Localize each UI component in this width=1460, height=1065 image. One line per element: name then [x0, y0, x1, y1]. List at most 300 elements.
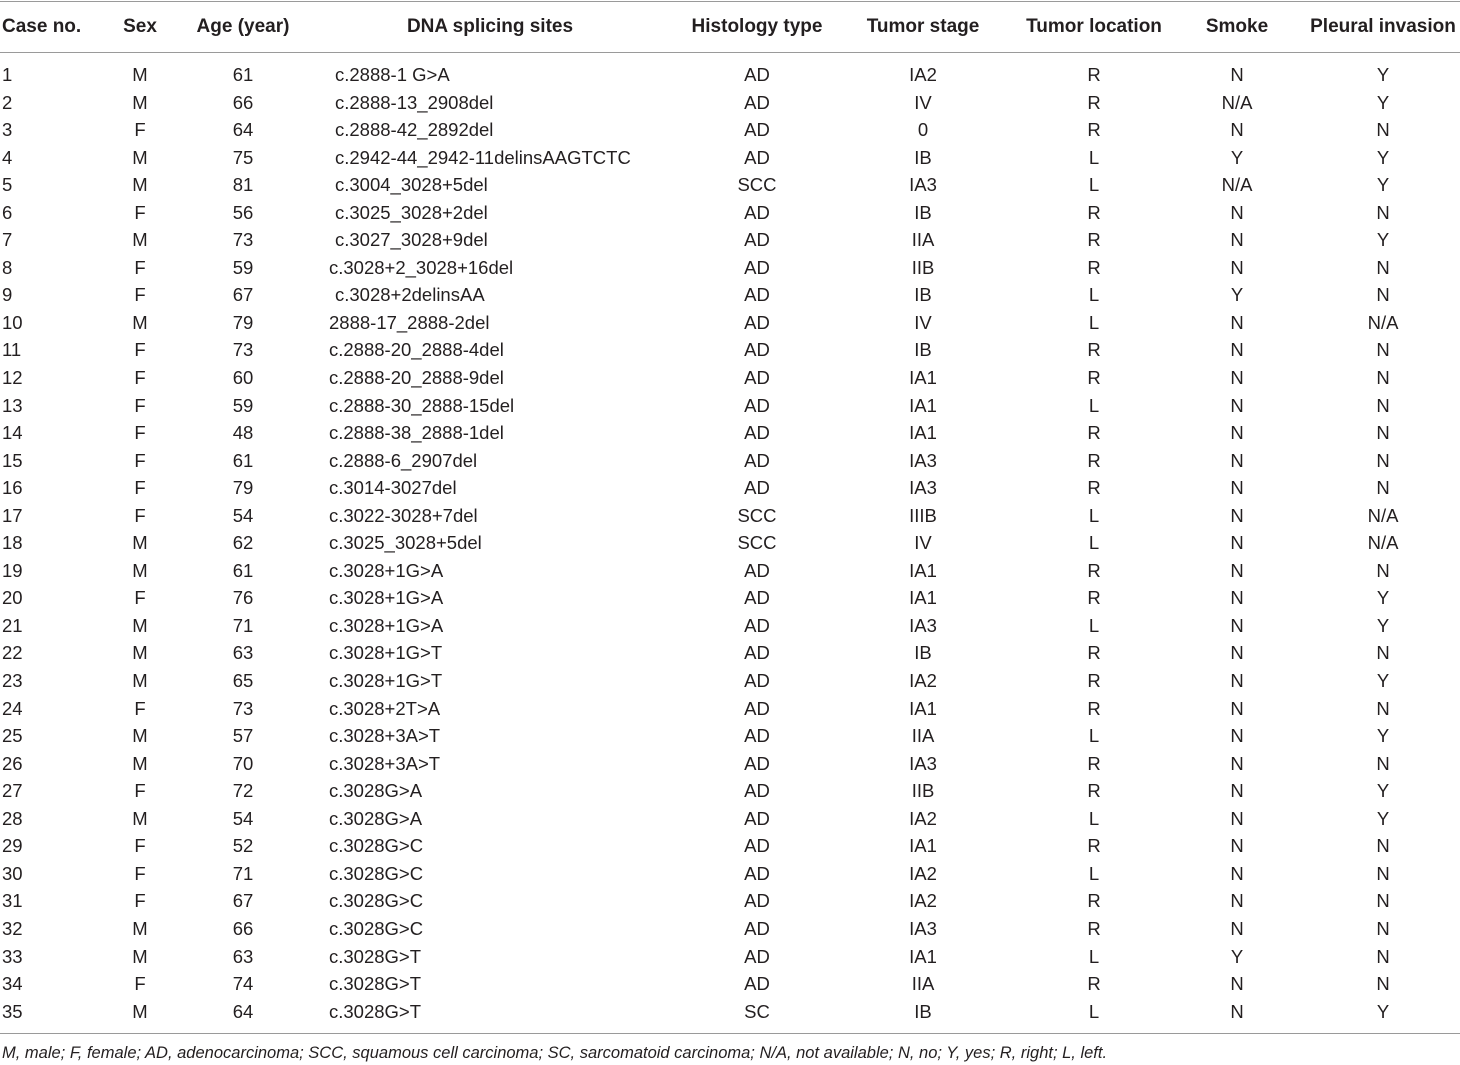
- cell-smoke: N: [1230, 890, 1244, 912]
- cell-pleural-invasion: Y: [1376, 725, 1390, 747]
- cell-case-no: 19: [2, 559, 23, 581]
- cell-sex: M: [132, 91, 148, 113]
- cell-case-no: 30: [2, 862, 23, 884]
- cell-histology-type: AD: [744, 311, 770, 333]
- cell-smoke: N: [1230, 780, 1244, 802]
- cell-pleural-invasion: N: [1376, 339, 1390, 361]
- cell-dna-splicing-site: c.2888-20_2888-9del: [329, 367, 504, 389]
- cell-sex: M: [132, 64, 148, 85]
- cell-pleural-invasion: N: [1376, 477, 1390, 499]
- cell-smoke: Y: [1230, 284, 1244, 306]
- table-header-rule: [0, 52, 1460, 53]
- cell-case-no: 11: [2, 339, 22, 361]
- cell-case-no: 31: [2, 890, 23, 912]
- cell-histology-type: SCC: [737, 532, 777, 554]
- cell-smoke: N: [1230, 835, 1244, 857]
- cell-dna-splicing-site: 2888-17_2888-2del: [329, 311, 490, 333]
- cell-histology-type: AD: [744, 697, 770, 719]
- cell-age: 73: [232, 229, 254, 251]
- cell-sex: F: [134, 835, 146, 857]
- cell-histology-type: AD: [744, 256, 770, 278]
- cell-tumor-location: R: [1087, 339, 1101, 361]
- cell-smoke: N: [1230, 64, 1244, 85]
- cell-age: 71: [232, 614, 254, 636]
- cell-sex: F: [134, 587, 146, 609]
- cell-pleural-invasion: Y: [1376, 91, 1390, 113]
- cell-tumor-location: L: [1088, 504, 1100, 526]
- table-row: [0, 364, 1460, 392]
- cell-sex: F: [134, 339, 146, 361]
- cell-smoke: N: [1230, 504, 1244, 526]
- cell-age: 79: [232, 311, 254, 333]
- cell-pleural-invasion: N: [1376, 119, 1390, 141]
- cell-tumor-location: R: [1087, 559, 1101, 581]
- cell-histology-type: AD: [744, 780, 770, 802]
- table-row: [0, 887, 1460, 915]
- cell-smoke: N: [1230, 614, 1244, 636]
- cell-histology-type: AD: [744, 394, 770, 416]
- cell-tumor-stage: IB: [914, 339, 932, 361]
- cell-tumor-location: L: [1088, 725, 1100, 747]
- cell-dna-splicing-site: c.3028+2delinsAA: [335, 284, 485, 306]
- cell-smoke: N: [1230, 725, 1244, 747]
- cell-pleural-invasion: N: [1376, 752, 1390, 774]
- cell-histology-type: AD: [744, 477, 770, 499]
- cell-tumor-stage: IA2: [909, 807, 937, 829]
- table-bottom-rule: [0, 1033, 1460, 1034]
- cell-tumor-stage: IB: [914, 284, 932, 306]
- cell-age: 54: [232, 504, 254, 526]
- cell-histology-type: AD: [744, 614, 770, 636]
- cell-histology-type: AD: [744, 422, 770, 444]
- cell-age: 73: [232, 697, 254, 719]
- cell-tumor-location: R: [1087, 780, 1101, 802]
- cell-age: 66: [232, 917, 254, 939]
- table-row: [0, 584, 1460, 612]
- header-smoke: Smoke: [1205, 16, 1269, 37]
- cell-tumor-stage: IA1: [909, 945, 937, 967]
- cell-pleural-invasion: N: [1376, 284, 1390, 306]
- cell-smoke: N/A: [1221, 174, 1253, 196]
- cell-sex: M: [132, 532, 148, 554]
- cell-tumor-location: R: [1087, 752, 1101, 774]
- cell-histology-type: AD: [744, 862, 770, 884]
- cell-age: 71: [232, 862, 254, 884]
- cell-smoke: N: [1230, 587, 1244, 609]
- cell-age: 48: [232, 422, 254, 444]
- cell-age: 76: [232, 587, 254, 609]
- cell-tumor-stage: IA3: [909, 174, 937, 196]
- cell-case-no: 28: [2, 807, 23, 829]
- cell-pleural-invasion: N: [1376, 973, 1390, 995]
- header-tumor-stage: Tumor stage: [866, 16, 980, 37]
- cell-pleural-invasion: N/A: [1367, 311, 1399, 333]
- cell-sex: M: [132, 614, 148, 636]
- cell-dna-splicing-site: c.2942-44_2942-11delinsAAGTCTC: [335, 146, 631, 168]
- cell-smoke: N: [1230, 670, 1244, 692]
- cell-tumor-stage: IIB: [911, 256, 935, 278]
- cell-tumor-location: L: [1088, 614, 1100, 636]
- cell-tumor-stage: IIA: [911, 229, 935, 251]
- cell-pleural-invasion: Y: [1376, 614, 1390, 636]
- cell-tumor-location: L: [1088, 146, 1100, 168]
- cell-sex: F: [134, 697, 146, 719]
- cell-pleural-invasion: N: [1376, 642, 1390, 664]
- cell-case-no: 22: [2, 642, 23, 664]
- cell-tumor-location: L: [1088, 394, 1100, 416]
- cell-tumor-stage: IB: [914, 146, 932, 168]
- cell-sex: F: [134, 394, 146, 416]
- cell-dna-splicing-site: c.3022-3028+7del: [329, 504, 478, 526]
- cell-sex: F: [134, 284, 146, 306]
- cell-age: 61: [232, 449, 254, 471]
- header-pleural-invasion: Pleural invasion: [1310, 16, 1456, 37]
- cell-tumor-location: R: [1087, 477, 1101, 499]
- header-age: Age (year): [196, 16, 290, 37]
- cell-tumor-stage: IA1: [909, 422, 937, 444]
- cell-histology-type: SCC: [737, 174, 777, 196]
- cell-tumor-location: L: [1088, 174, 1100, 196]
- cell-age: 61: [232, 559, 254, 581]
- table-row: [0, 777, 1460, 805]
- cell-pleural-invasion: Y: [1376, 587, 1390, 609]
- cell-age: 64: [232, 119, 254, 141]
- table-row: [0, 695, 1460, 723]
- cell-tumor-stage: IB: [914, 642, 932, 664]
- cell-tumor-location: R: [1087, 670, 1101, 692]
- cell-case-no: 7: [2, 229, 13, 251]
- cell-dna-splicing-site: c.3025_3028+2del: [335, 201, 488, 223]
- cell-tumor-stage: IA1: [909, 587, 937, 609]
- cell-tumor-location: R: [1087, 587, 1101, 609]
- cell-tumor-stage: IA1: [909, 697, 937, 719]
- cell-tumor-location: R: [1087, 367, 1101, 389]
- cell-smoke: N: [1230, 973, 1244, 995]
- cell-dna-splicing-site: c.3028+3A>T: [329, 752, 441, 774]
- cell-age: 59: [232, 394, 254, 416]
- table-row: [0, 474, 1460, 502]
- cell-tumor-stage: IA1: [909, 559, 937, 581]
- cell-sex: M: [132, 1000, 148, 1022]
- cell-case-no: 4: [2, 146, 13, 168]
- cell-tumor-location: R: [1087, 973, 1101, 995]
- cell-tumor-location: R: [1087, 229, 1101, 251]
- table-row: [0, 805, 1460, 833]
- cell-tumor-location: L: [1088, 284, 1100, 306]
- cell-pleural-invasion: N: [1376, 559, 1390, 581]
- table-body: [0, 61, 1460, 1025]
- cell-case-no: 27: [2, 780, 23, 802]
- cell-sex: F: [134, 504, 146, 526]
- cell-smoke: N: [1230, 642, 1244, 664]
- cell-case-no: 24: [2, 697, 23, 719]
- cell-tumor-stage: IB: [914, 1000, 932, 1022]
- cell-case-no: 6: [2, 201, 13, 223]
- cell-dna-splicing-site: c.3028+2T>A: [329, 697, 441, 719]
- cell-smoke: Y: [1230, 945, 1244, 967]
- cell-tumor-location: R: [1087, 119, 1101, 141]
- cell-pleural-invasion: N: [1376, 256, 1390, 278]
- cell-age: 63: [232, 642, 254, 664]
- cell-pleural-invasion: N: [1376, 394, 1390, 416]
- table-row: [0, 832, 1460, 860]
- cell-dna-splicing-site: c.2888-20_2888-4del: [329, 339, 504, 361]
- cell-age: 62: [232, 532, 254, 554]
- cell-tumor-stage: IA3: [909, 917, 937, 939]
- cell-case-no: 17: [2, 504, 23, 526]
- table-row: [0, 199, 1460, 227]
- table-row: [0, 722, 1460, 750]
- cell-case-no: 16: [2, 477, 23, 499]
- cell-sex: M: [132, 642, 148, 664]
- cell-sex: M: [132, 917, 148, 939]
- cell-pleural-invasion: N: [1376, 917, 1390, 939]
- table-row: [0, 392, 1460, 420]
- cell-histology-type: SC: [744, 1000, 770, 1022]
- table-row: [0, 116, 1460, 144]
- cell-dna-splicing-site: c.3028+1G>T: [329, 670, 443, 692]
- cell-pleural-invasion: N: [1376, 367, 1390, 389]
- table-row: [0, 226, 1460, 254]
- cell-age: 63: [232, 945, 254, 967]
- cell-sex: F: [134, 862, 146, 884]
- cell-case-no: 9: [2, 284, 13, 306]
- cell-pleural-invasion: N: [1376, 201, 1390, 223]
- cell-histology-type: AD: [744, 367, 770, 389]
- cell-histology-type: SCC: [737, 504, 777, 526]
- table-row: [0, 254, 1460, 282]
- cell-tumor-location: R: [1087, 642, 1101, 664]
- cell-tumor-stage: IA2: [909, 64, 937, 85]
- cell-pleural-invasion: Y: [1376, 229, 1390, 251]
- cell-tumor-location: L: [1088, 1000, 1100, 1022]
- cell-histology-type: AD: [744, 807, 770, 829]
- cell-sex: M: [132, 229, 148, 251]
- cell-dna-splicing-site: c.3028+1G>A: [329, 614, 444, 636]
- cell-tumor-stage: IA3: [909, 449, 937, 471]
- cell-dna-splicing-site: c.3025_3028+5del: [329, 532, 482, 554]
- table-header-row: [0, 14, 1460, 40]
- table-row: [0, 529, 1460, 557]
- cell-case-no: 34: [2, 973, 23, 995]
- cell-case-no: 25: [2, 725, 23, 747]
- cell-dna-splicing-site: c.2888-6_2907del: [329, 449, 478, 471]
- table-row: [0, 336, 1460, 364]
- cell-age: 73: [232, 339, 254, 361]
- cell-age: 67: [232, 890, 254, 912]
- cell-dna-splicing-site: c.3028G>A: [329, 780, 423, 802]
- cell-sex: M: [132, 670, 148, 692]
- table-row: [0, 89, 1460, 117]
- header-histology-type: Histology type: [691, 16, 823, 37]
- table-row: [0, 915, 1460, 943]
- cell-pleural-invasion: Y: [1376, 670, 1390, 692]
- cell-smoke: N: [1230, 339, 1244, 361]
- cell-tumor-location: L: [1088, 532, 1100, 554]
- cell-dna-splicing-site: c.3028G>T: [329, 973, 422, 995]
- cell-tumor-stage: IA1: [909, 394, 937, 416]
- cell-pleural-invasion: N: [1376, 422, 1390, 444]
- table-row: [0, 970, 1460, 998]
- cell-sex: M: [132, 752, 148, 774]
- cell-dna-splicing-site: c.3028+2_3028+16del: [329, 256, 514, 278]
- cell-pleural-invasion: Y: [1376, 146, 1390, 168]
- cell-age: 61: [232, 64, 254, 85]
- cell-sex: F: [134, 890, 146, 912]
- cell-histology-type: AD: [744, 91, 770, 113]
- cell-dna-splicing-site: c.3004_3028+5del: [335, 174, 488, 196]
- cell-age: 64: [232, 1000, 254, 1022]
- cell-smoke: N: [1230, 559, 1244, 581]
- cell-age: 67: [232, 284, 254, 306]
- cell-tumor-location: R: [1087, 64, 1101, 85]
- cell-pleural-invasion: Y: [1376, 780, 1390, 802]
- cell-tumor-location: R: [1087, 835, 1101, 857]
- table-row: [0, 612, 1460, 640]
- cell-pleural-invasion: N: [1376, 697, 1390, 719]
- cell-sex: F: [134, 780, 146, 802]
- cell-dna-splicing-site: c.3028+1G>T: [329, 642, 443, 664]
- cell-histology-type: AD: [744, 339, 770, 361]
- cell-smoke: Y: [1230, 146, 1244, 168]
- cell-age: 70: [232, 752, 254, 774]
- cell-sex: F: [134, 201, 146, 223]
- cell-age: 81: [232, 174, 254, 196]
- cell-dna-splicing-site: c.3028G>C: [329, 890, 424, 912]
- cell-tumor-stage: IV: [914, 91, 932, 113]
- cell-smoke: N/A: [1221, 91, 1253, 113]
- cell-tumor-stage: 0: [917, 119, 929, 141]
- cell-sex: M: [132, 559, 148, 581]
- cell-pleural-invasion: Y: [1376, 1000, 1390, 1022]
- cell-sex: F: [134, 367, 146, 389]
- cell-tumor-location: R: [1087, 697, 1101, 719]
- cell-dna-splicing-site: c.3027_3028+9del: [335, 229, 488, 251]
- cell-sex: F: [134, 449, 146, 471]
- cell-sex: M: [132, 174, 148, 196]
- table-row: [0, 998, 1460, 1026]
- cell-case-no: 26: [2, 752, 23, 774]
- cell-dna-splicing-site: c.3028+1G>A: [329, 587, 444, 609]
- cell-case-no: 3: [2, 119, 13, 141]
- cell-pleural-invasion: Y: [1376, 174, 1390, 196]
- cell-dna-splicing-site: c.2888-42_2892del: [335, 119, 494, 141]
- cell-smoke: N: [1230, 449, 1244, 471]
- cell-sex: M: [132, 807, 148, 829]
- cell-sex: M: [132, 945, 148, 967]
- cell-case-no: 12: [2, 367, 23, 389]
- cell-smoke: N: [1230, 201, 1244, 223]
- header-sex: Sex: [123, 16, 157, 37]
- cell-tumor-stage: IIIB: [909, 504, 937, 526]
- cell-histology-type: AD: [744, 752, 770, 774]
- cell-sex: F: [134, 256, 146, 278]
- table-row: [0, 667, 1460, 695]
- cell-histology-type: AD: [744, 725, 770, 747]
- cell-smoke: N: [1230, 477, 1244, 499]
- cell-tumor-stage: IA2: [909, 862, 937, 884]
- cell-case-no: 15: [2, 449, 23, 471]
- cell-smoke: N: [1230, 752, 1244, 774]
- cell-dna-splicing-site: c.2888-38_2888-1del: [329, 422, 504, 444]
- cell-tumor-stage: IV: [914, 532, 932, 554]
- cell-dna-splicing-site: c.3028+1G>A: [329, 559, 444, 581]
- table-row: [0, 281, 1460, 309]
- cell-histology-type: AD: [744, 890, 770, 912]
- cell-sex: F: [134, 119, 146, 141]
- cell-age: 66: [232, 91, 254, 113]
- cell-sex: F: [134, 477, 146, 499]
- cell-histology-type: AD: [744, 670, 770, 692]
- cell-smoke: N: [1230, 256, 1244, 278]
- cell-sex: M: [132, 311, 148, 333]
- cell-dna-splicing-site: c.3028G>C: [329, 835, 424, 857]
- cell-age: 52: [232, 835, 254, 857]
- cell-tumor-stage: IV: [914, 311, 932, 333]
- cell-tumor-location: R: [1087, 256, 1101, 278]
- cell-tumor-location: R: [1087, 917, 1101, 939]
- cell-age: 74: [232, 973, 254, 995]
- cell-tumor-stage: IIA: [911, 973, 935, 995]
- cell-tumor-stage: IA2: [909, 890, 937, 912]
- cell-smoke: N: [1230, 394, 1244, 416]
- cell-dna-splicing-site: c.3028G>C: [329, 917, 424, 939]
- cell-pleural-invasion: N/A: [1367, 504, 1399, 526]
- table-row: [0, 943, 1460, 971]
- cell-case-no: 23: [2, 670, 23, 692]
- table-row: [0, 557, 1460, 585]
- cell-smoke: N: [1230, 532, 1244, 554]
- cell-histology-type: AD: [744, 973, 770, 995]
- cell-histology-type: AD: [744, 284, 770, 306]
- cell-case-no: 2: [2, 91, 13, 113]
- cell-tumor-location: R: [1087, 422, 1101, 444]
- cell-tumor-location: L: [1088, 945, 1100, 967]
- cell-dna-splicing-site: c.3028G>T: [329, 945, 422, 967]
- cell-case-no: 10: [2, 311, 23, 333]
- header-tumor-location: Tumor location: [1026, 16, 1162, 37]
- cell-case-no: 33: [2, 945, 23, 967]
- cell-dna-splicing-site: c.3028G>A: [329, 807, 423, 829]
- cell-pleural-invasion: Y: [1376, 64, 1390, 85]
- cell-smoke: N: [1230, 1000, 1244, 1022]
- cell-tumor-location: L: [1088, 807, 1100, 829]
- cell-pleural-invasion: N: [1376, 835, 1390, 857]
- table-row: [0, 171, 1460, 199]
- cell-smoke: N: [1230, 422, 1244, 444]
- table-row: [0, 502, 1460, 530]
- cell-sex: M: [132, 146, 148, 168]
- cell-tumor-stage: IIB: [911, 780, 935, 802]
- cell-case-no: 8: [2, 256, 13, 278]
- cell-tumor-location: L: [1088, 311, 1100, 333]
- table-footnote: M, male; F, female; AD, adenocarcinoma; SCC, squamous cell carcinoma; SC, sarcomatoid carcinoma; N/A, not available; N, no; Y, yes; R, right; L, left.: [2, 1044, 1108, 1062]
- cell-case-no: 5: [2, 174, 13, 196]
- cell-tumor-stage: IA2: [909, 670, 937, 692]
- cell-tumor-stage: IA1: [909, 835, 937, 857]
- cell-histology-type: AD: [744, 119, 770, 141]
- cell-tumor-location: R: [1087, 890, 1101, 912]
- cell-tumor-stage: IB: [914, 201, 932, 223]
- cell-sex: M: [132, 725, 148, 747]
- cell-histology-type: AD: [744, 229, 770, 251]
- cell-histology-type: AD: [744, 559, 770, 581]
- cell-tumor-stage: IA3: [909, 477, 937, 499]
- cell-case-no: 14: [2, 422, 23, 444]
- cell-pleural-invasion: N: [1376, 945, 1390, 967]
- cell-sex: F: [134, 973, 146, 995]
- cell-dna-splicing-site: c.3028G>C: [329, 862, 424, 884]
